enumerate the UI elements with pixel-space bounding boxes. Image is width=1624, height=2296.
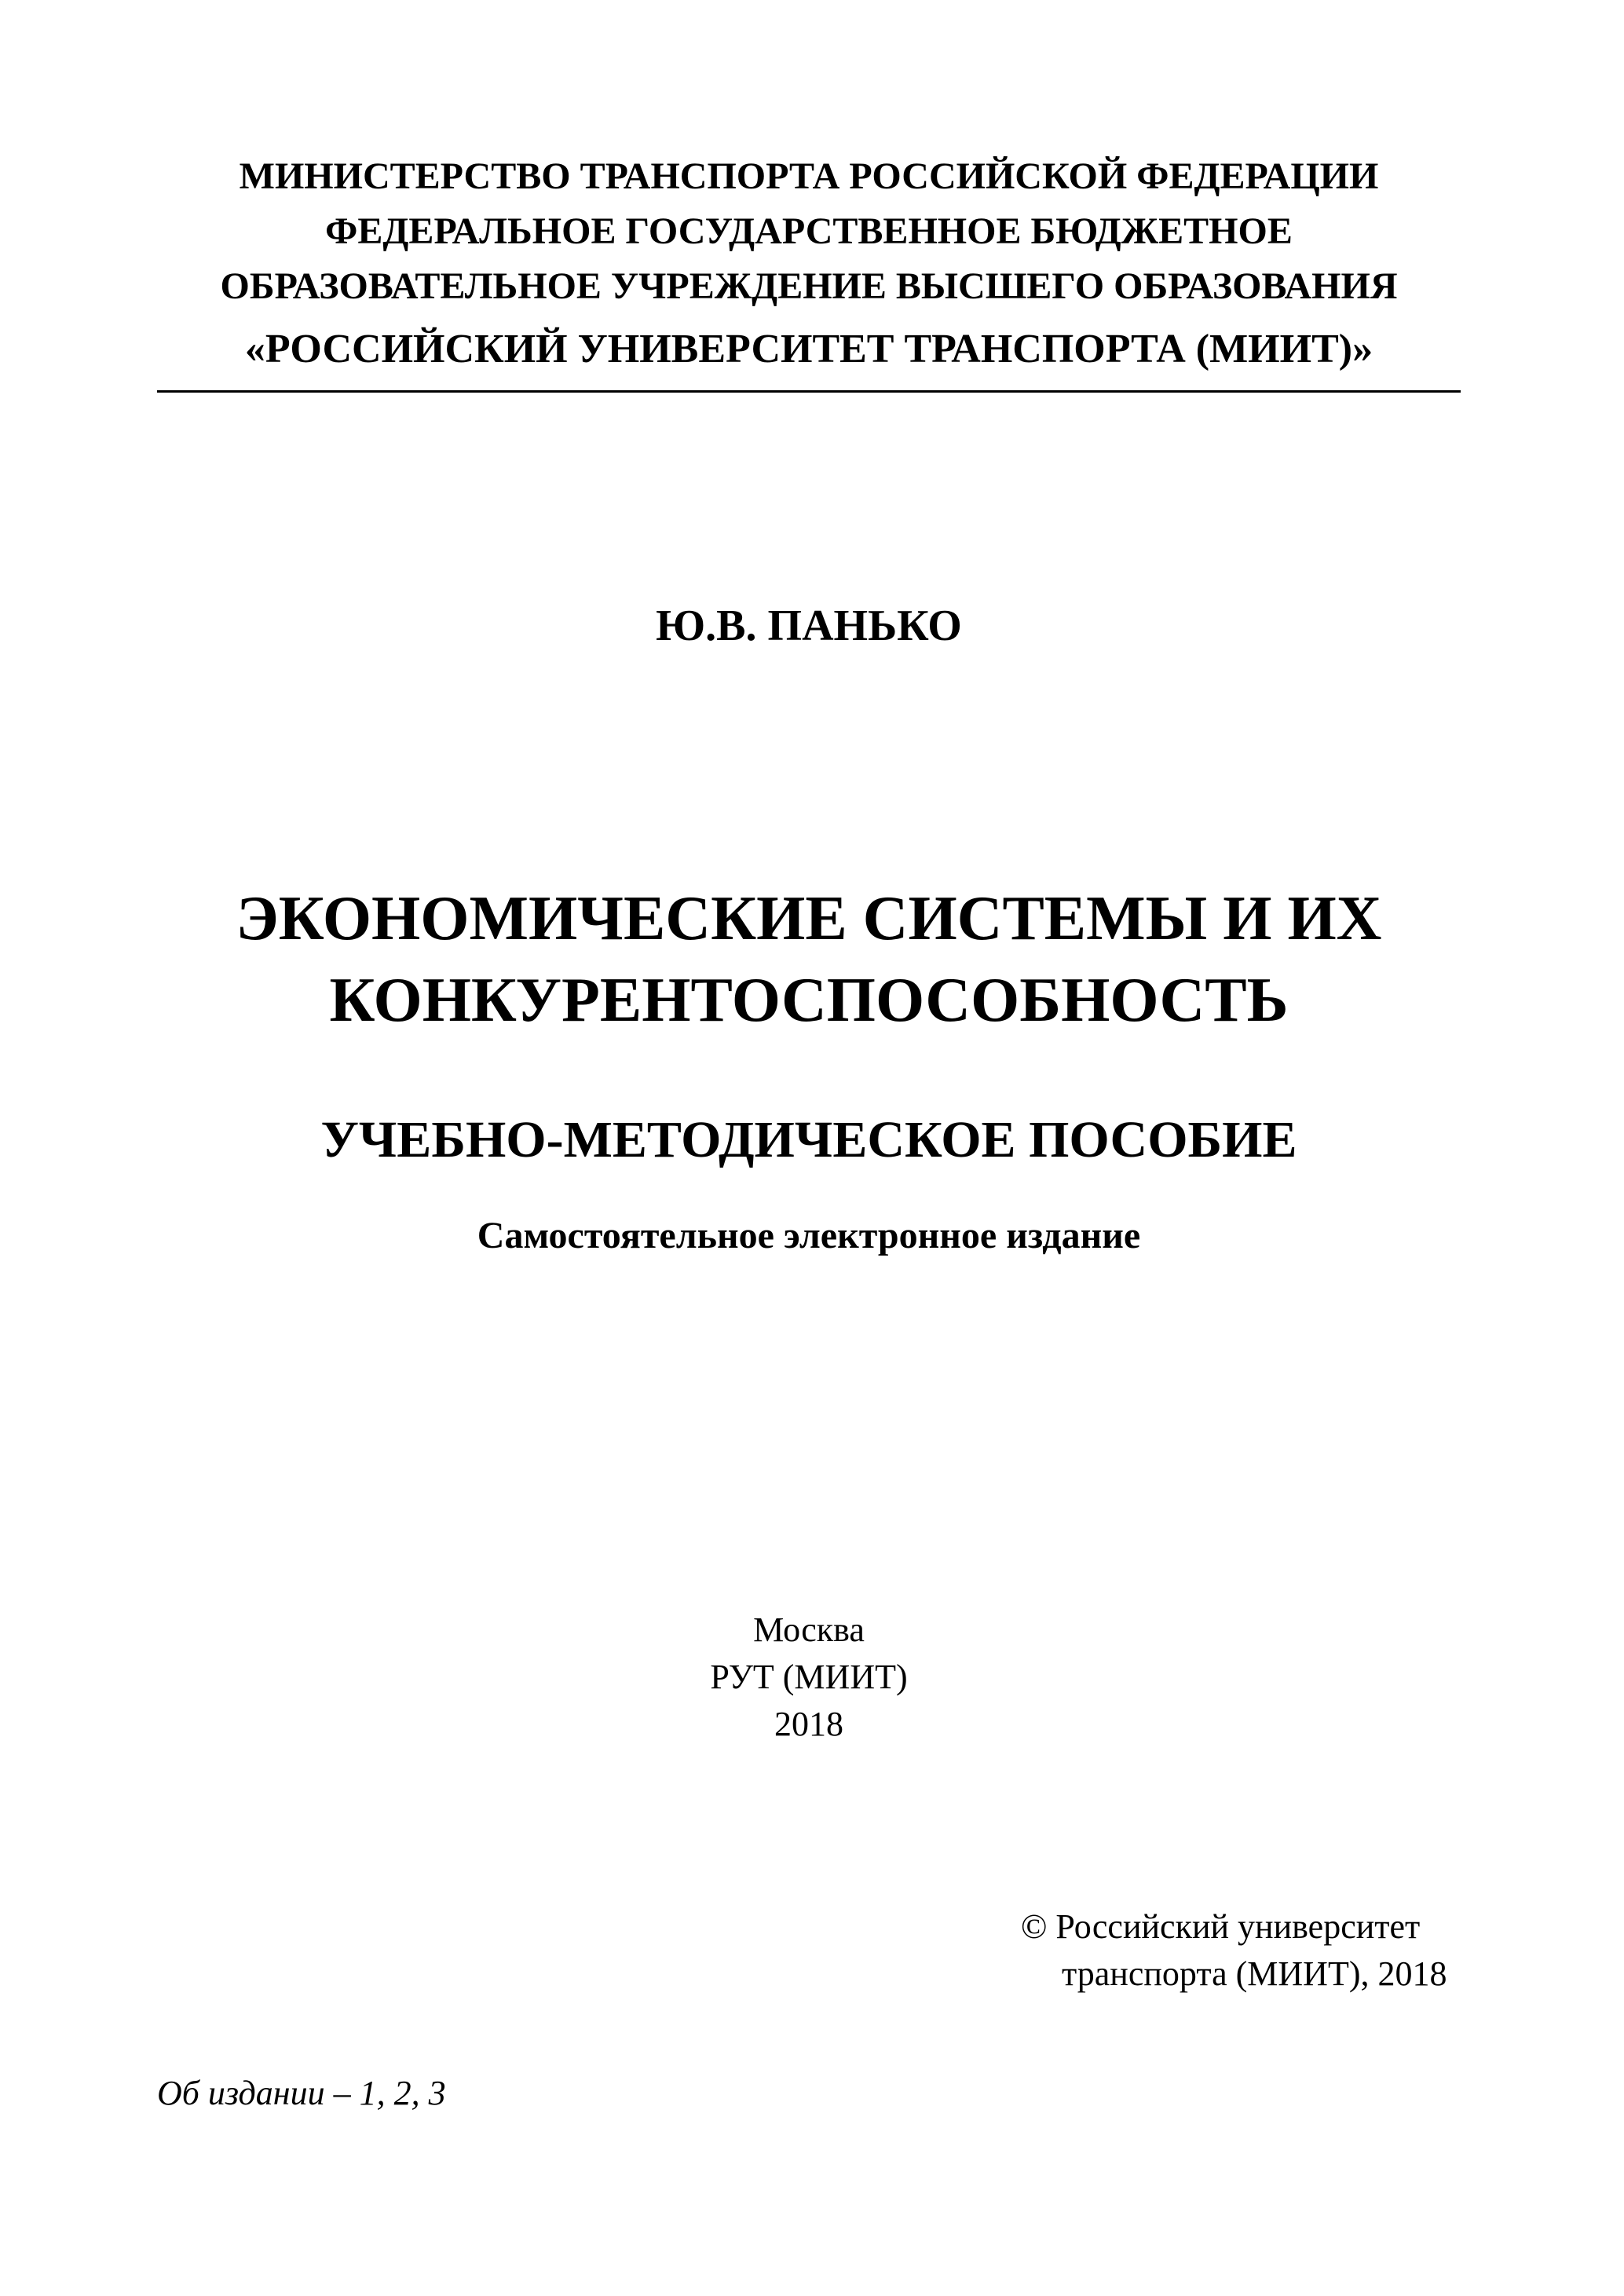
institution-header <box>157 149 1461 377</box>
university-name: «РОССИЙСКИЙ УНИВЕРСИТЕТ ТРАНСПОРТА (МИИТ)» <box>244 327 1373 371</box>
header-divider <box>157 390 1461 393</box>
ministry-name: МИНИСТЕРСТВО ТРАНСПОРТА РОССИЙСКОЙ ФЕДЕРАЦИИ <box>239 155 1379 197</box>
institution-line-1: ФЕДЕРАЛЬНОЕ ГОСУДАРСТВЕННОЕ БЮДЖЕТНОЕ <box>325 210 1293 252</box>
author-name: Ю.В. ПАНЬКО <box>656 601 962 650</box>
book-title-line-1: ЭКОНОМИЧЕСКИЕ СИСТЕМЫ И ИХ <box>236 884 1382 953</box>
imprint <box>157 1607 1461 1748</box>
copyright-notice <box>1021 1903 1461 1998</box>
imprint-city: Москва <box>753 1610 865 1649</box>
book-subtitle: УЧЕБНО-МЕТОДИЧЕСКОЕ ПОСОБИЕ <box>320 1111 1297 1168</box>
edition-note: Самостоятельное электронное издание <box>477 1215 1141 1256</box>
institution-line-2: ОБРАЗОВАТЕЛЬНОЕ УЧРЕЖДЕНИЕ ВЫСШЕГО ОБРАЗОВАНИЯ <box>220 265 1398 307</box>
book-title <box>118 878 1500 1041</box>
copyright-line-1: © Российский университет <box>1021 1907 1421 1946</box>
imprint-publisher: РУТ (МИИТ) <box>710 1658 908 1696</box>
copyright-line-2: транспорта (МИИТ), 2018 <box>1062 1954 1447 1993</box>
about-edition-link[interactable]: Об издании – 1, 2, 3 <box>157 2074 446 2112</box>
imprint-year: 2018 <box>774 1705 843 1743</box>
book-title-line-2: КОНКУРЕНТОСПОСОБНОСТЬ <box>329 966 1289 1035</box>
